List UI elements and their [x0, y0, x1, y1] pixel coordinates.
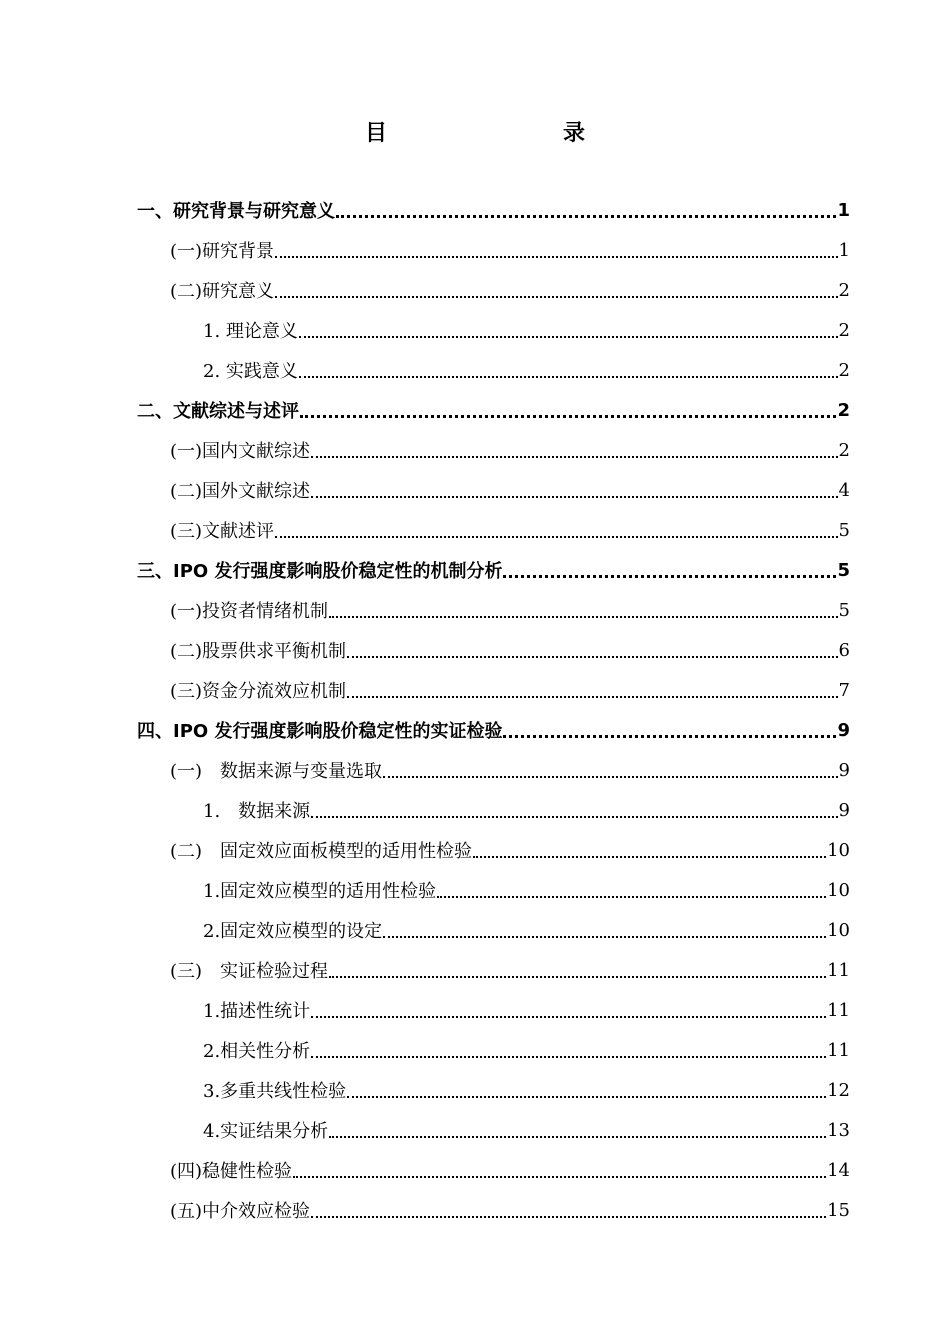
toc-page-number: 10 — [827, 839, 850, 861]
toc-dot-leader — [503, 575, 836, 578]
toc-entry[interactable] — [170, 230, 850, 270]
toc-dot-leader — [311, 1216, 826, 1218]
toc-dot-leader — [473, 856, 826, 858]
toc-dot-leader — [329, 1136, 826, 1138]
toc-dot-leader — [299, 376, 838, 378]
toc-entry-label: (三)文献述评 — [170, 521, 275, 542]
toc-entry-label: (一) 数据来源与变量选取 — [170, 761, 383, 782]
toc-entry-label: 一、研究背景与研究意义 — [137, 201, 335, 222]
toc-dot-leader — [311, 456, 838, 458]
toc-entry[interactable] — [170, 430, 850, 470]
toc-page-number: 5 — [838, 519, 850, 541]
toc-page-number: 11 — [827, 959, 850, 981]
toc-page-number: 6 — [838, 639, 850, 661]
toc-dot-leader — [329, 976, 826, 978]
toc-page-number: 2 — [838, 359, 850, 381]
toc-page-number: 10 — [827, 879, 850, 901]
page-title: 目 录 — [364, 121, 629, 146]
toc-page-number: 9 — [838, 759, 850, 781]
toc-entry[interactable] — [170, 1190, 850, 1230]
toc-entry[interactable] — [170, 630, 850, 670]
toc-entry-label: (一)国内文献综述 — [170, 441, 311, 462]
toc-entry[interactable] — [170, 950, 850, 990]
toc-entry-label: 2. 实践意义 — [203, 361, 298, 382]
toc-page-number: 11 — [827, 1039, 850, 1061]
toc-entry-label: 2.固定效应模型的设定 — [203, 921, 383, 942]
toc-dot-leader — [311, 496, 838, 498]
toc-page-number: 14 — [827, 1159, 850, 1181]
toc-entry[interactable] — [170, 1150, 850, 1190]
toc-entry-label: (二)研究意义 — [170, 281, 275, 302]
toc-entry[interactable] — [203, 790, 850, 830]
toc-page-number: 5 — [838, 599, 850, 621]
toc-dot-leader — [503, 735, 836, 738]
toc-dot-leader — [300, 415, 836, 418]
toc-page-number: 2 — [838, 279, 850, 301]
toc-entry-label: (三) 实证检验过程 — [170, 961, 329, 982]
toc-entry-label: 3.多重共线性检验 — [203, 1081, 347, 1102]
toc-entry[interactable] — [170, 470, 850, 510]
toc-dot-leader — [383, 936, 826, 938]
toc-page-number: 11 — [827, 999, 850, 1021]
toc-dot-leader — [275, 536, 838, 538]
toc-entry-label: (一)投资者情绪机制 — [170, 601, 329, 622]
toc-entry-label: (二)国外文献综述 — [170, 481, 311, 502]
toc-page-number: 10 — [827, 919, 850, 941]
toc-page-number: 12 — [827, 1079, 850, 1101]
toc-entry-label: 三、IPO 发行强度影响股价稳定性的机制分析 — [137, 561, 503, 582]
toc-entry[interactable] — [137, 550, 850, 590]
toc-entry-label: 1. 数据来源 — [203, 801, 311, 822]
toc-page-number: 15 — [827, 1199, 850, 1221]
toc-dot-leader — [329, 616, 838, 618]
toc-entry[interactable] — [170, 590, 850, 630]
toc-dot-leader — [293, 1176, 826, 1178]
toc-entry-label: 2.相关性分析 — [203, 1041, 311, 1062]
toc-dot-leader — [336, 215, 836, 218]
toc-entry-label: (四)稳健性检验 — [170, 1161, 293, 1182]
toc-page-number: 5 — [837, 559, 850, 581]
toc-dot-leader — [311, 1056, 826, 1058]
toc-entry[interactable] — [170, 510, 850, 550]
toc-page-number: 1 — [837, 199, 850, 221]
toc-dot-leader — [437, 896, 826, 898]
toc-entry-label: (五)中介效应检验 — [170, 1201, 311, 1222]
toc-dot-leader — [383, 776, 838, 778]
toc-entry-label: (二)股票供求平衡机制 — [170, 641, 347, 662]
toc-entry-label: 四、IPO 发行强度影响股价稳定性的实证检验 — [137, 721, 503, 742]
toc-page-number: 4 — [838, 479, 850, 501]
toc-entry[interactable] — [203, 1030, 850, 1070]
toc-entry-label: 1.固定效应模型的适用性检验 — [203, 881, 437, 902]
toc-entry-label: 1.描述性统计 — [203, 1001, 311, 1022]
toc-dot-leader — [347, 656, 838, 658]
toc-entry-label: 1. 理论意义 — [203, 321, 298, 342]
toc-dot-leader — [299, 336, 838, 338]
toc-dot-leader — [311, 1016, 826, 1018]
toc-entry[interactable] — [203, 1070, 850, 1110]
toc-dot-leader — [275, 256, 838, 258]
toc-entry[interactable] — [203, 1110, 850, 1150]
toc-entry[interactable] — [203, 350, 850, 390]
toc-dot-leader — [347, 1096, 826, 1098]
toc-entry[interactable] — [203, 990, 850, 1030]
toc-page-number: 2 — [838, 319, 850, 341]
toc-page-number: 2 — [837, 399, 850, 421]
toc-entry[interactable] — [170, 750, 850, 790]
toc-page-number: 2 — [838, 439, 850, 461]
toc-dot-leader — [347, 696, 838, 698]
toc-entry-label: (三)资金分流效应机制 — [170, 681, 347, 702]
toc-page-number: 13 — [827, 1119, 850, 1141]
toc-dot-leader — [275, 296, 838, 298]
toc-entry[interactable] — [203, 310, 850, 350]
toc-page-number: 1 — [838, 239, 850, 261]
toc-entry[interactable] — [170, 670, 850, 710]
toc-entry[interactable] — [170, 830, 850, 870]
toc-entry[interactable] — [203, 870, 850, 910]
toc-entry[interactable] — [137, 710, 850, 750]
toc-page-number: 9 — [837, 719, 850, 741]
toc-entry[interactable] — [137, 190, 850, 230]
toc-dot-leader — [311, 816, 837, 818]
toc-page-number: 7 — [838, 679, 850, 701]
toc-entry[interactable] — [170, 270, 850, 310]
toc-page-number: 9 — [838, 799, 850, 821]
toc-entry-label: 二、文献综述与述评 — [137, 401, 299, 422]
toc-entry[interactable] — [137, 390, 850, 430]
toc-entry-label: (一)研究背景 — [170, 241, 275, 262]
toc-entry-label: 4.实证结果分析 — [203, 1121, 329, 1142]
toc-entry[interactable] — [203, 910, 850, 950]
toc-entry-label: (二) 固定效应面板模型的适用性检验 — [170, 841, 473, 862]
